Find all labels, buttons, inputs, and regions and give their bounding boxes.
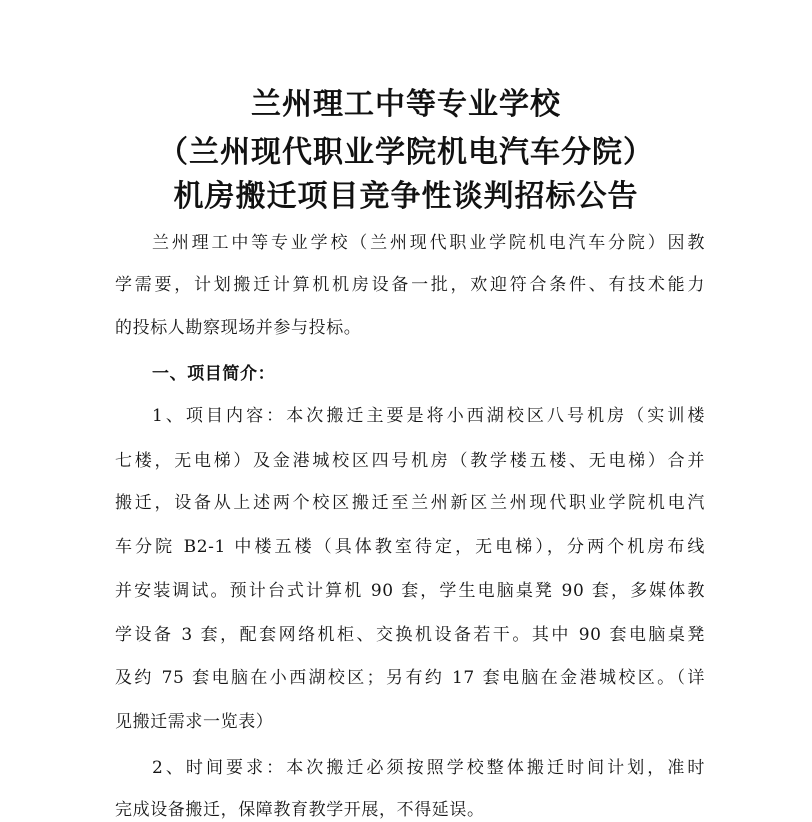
item2-line-2: 完成设备搬迁，保障教育教学开展，不得延误。 <box>115 800 485 820</box>
item1-line-5: 并安装调试。预计台式计算机 90 套，学生电脑桌凳 90 套，多媒体教 <box>115 581 705 601</box>
item1-line-8: 见搬迁需求一览表） <box>115 712 274 732</box>
title-announcement: 机房搬迁项目竞争性谈判招标公告 <box>173 179 639 214</box>
item1-line-1: 1、项目内容：本次搬迁主要是将小西湖校区八号机房（实训楼 <box>152 406 705 426</box>
intro-line-3: 的投标人勘察现场并参与投标。 <box>115 318 362 338</box>
title-school-name: 兰州理工中等专业学校 <box>251 87 561 122</box>
intro-line-2: 学需要，计划搬迁计算机机房设备一批，欢迎符合条件、有技术能力 <box>115 275 705 295</box>
item1-line-4: 车分院 B2-1 中楼五楼（具体教室待定，无电梯），分两个机房布线 <box>115 537 705 557</box>
section-heading-project-intro: 一、项目简介： <box>152 364 276 384</box>
item1-line-6: 学设备 3 套，配套网络机柜、交换机设备若干。其中 90 套电脑桌凳 <box>115 625 705 645</box>
item1-line-3: 搬迁，设备从上述两个校区搬迁至兰州新区兰州现代职业学院机电汽 <box>115 493 705 513</box>
item1-line-2: 七楼，无电梯）及金港城校区四号机房（教学楼五楼、无电梯）合并 <box>115 451 705 471</box>
intro-line-1: 兰州理工中等专业学校（兰州现代职业学院机电汽车分院）因教 <box>152 233 705 253</box>
item2-line-1: 2、时间要求：本次搬迁必须按照学校整体搬迁时间计划，准时 <box>152 758 705 778</box>
item1-line-7: 及约 75 套电脑在小西湖校区；另有约 17 套电脑在金港城校区。（详 <box>115 668 705 688</box>
title-branch-name: （兰州现代职业学院机电汽车分院） <box>158 135 654 170</box>
